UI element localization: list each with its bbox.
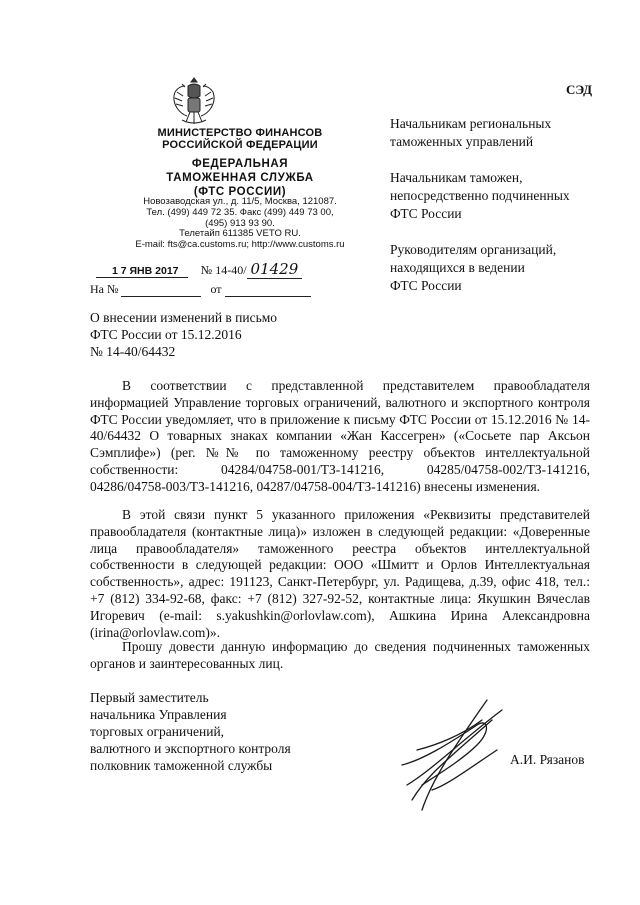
- signatory-line3: торговых ограничений,: [90, 724, 225, 739]
- sender-fax: (495) 913 93 90.: [205, 217, 275, 229]
- sender-contacts: [90, 197, 390, 251]
- registration-number-handwritten: 01429: [247, 260, 303, 279]
- sed-mark: СЭД: [566, 82, 593, 97]
- signatory-line1: Первый заместитель: [90, 690, 209, 705]
- sender-telex: Телетайп 611385 VETO RU.: [179, 228, 301, 240]
- service-line2: ТАМОЖЕННАЯ СЛУЖБА: [166, 172, 314, 184]
- from-label: от: [210, 282, 222, 296]
- recipient-block-1: [390, 115, 551, 151]
- registration-line: [96, 260, 302, 278]
- sender-address: Новозаводская ул., д. 11/5, Москва, 121087.: [143, 196, 337, 207]
- letter-subject: [90, 309, 277, 360]
- recipient-1-line2: таможенных управлений: [390, 134, 534, 149]
- sender-phone: Тел. (499) 449 72 35. Факс (499) 449 73 00,: [146, 206, 334, 218]
- body-paragraph-1: В соответствии с представленной представителем правообладателя информацией Управление торговых ограничений, валютного и экспортного контроля ФТС России уведомляет, что в приложение к письму ФТС России от 15.12.2016 № 14-40/64432 О товарных знаках компании «Жан Кассегрен» («Сосьете пар Аксьон Сэмплифе») (рег. №№ по таможенному реестру объектов интеллектуальной собственности: 04284/04758-001/ТЗ-141216, 04285/04758-002/ТЗ-141216, 04286/04758-003/ТЗ-141216, 04287/04758-004/ТЗ-141216) внесены изменения.: [90, 378, 590, 494]
- subject-line3: № 14-40/64432: [90, 344, 176, 359]
- signatory-name: А.И. Рязанов: [510, 752, 585, 767]
- coat-of-arms-emblem: [168, 74, 220, 130]
- signatory-line2: начальника Управления: [90, 707, 227, 722]
- ministry-line2: РОССИЙСКОЙ ФЕДЕРАЦИИ: [162, 139, 318, 151]
- registration-date: 1 7 ЯНВ 2017: [96, 265, 188, 278]
- handwritten-signature: [392, 690, 512, 820]
- service-line3: (ФТС РОССИИ): [193, 186, 287, 198]
- recipient-2-line1: Начальникам таможен,: [390, 170, 523, 185]
- body-paragraph-2: В этой связи пункт 5 указанного приложения «Реквизиты представителей правообладателя (контактные лица)» изложен в следующей редакции: «Доверенные лица правообладателя» таможенного реестра объектов интеллектуальной собственности в следующей редакции: ООО «Шмитт и Орлов Интеллектуальная собственность», адрес: 191123, Санкт-Петербург, ул. Радищева, д.39, офис 418, тел.: +7 (812) 334-92-68, факс: +7 (812) 327-92-52, контактные лица: Якушкин Вячеслав Игоревич (e-mail: s.yakushkin@orlovlaw.com), Ашкина Ирина Александровна (irina@orlovlaw.com)».: [90, 507, 590, 640]
- recipient-3-line3: ФТС России: [390, 278, 462, 293]
- service-name: [90, 157, 390, 199]
- on-no-blank: [121, 285, 201, 297]
- reply-reference: [90, 282, 311, 297]
- recipient-2-line3: ФТС России: [390, 206, 462, 221]
- signatory-title: [90, 689, 291, 774]
- subject-line1: О внесении изменений в письмо: [90, 310, 278, 325]
- recipient-3-line2: находящихся в ведении: [390, 260, 525, 275]
- recipient-3-line1: Руководителям организаций,: [390, 242, 557, 257]
- recipient-block-3: [390, 241, 556, 295]
- signatory-line4: валютного и экспортного контроля: [90, 741, 291, 756]
- sender-email: E-mail: fts@ca.customs.ru; http://www.customs.ru: [135, 239, 345, 251]
- signatory-line5: полковник таможенной службы: [90, 758, 273, 773]
- ministry-line1: МИНИСТЕРСТВО ФИНАНСОВ: [157, 127, 323, 139]
- service-line1: ФЕДЕРАЛЬНАЯ: [191, 158, 289, 170]
- ministry-name: [90, 127, 390, 151]
- body-paragraph-3: Прошу довести данную информацию до сведения подчиненных таможенных органов и заинтересованных лиц.: [90, 639, 590, 671]
- recipient-block-2: [390, 169, 570, 223]
- registration-number-prefix: № 14-40/: [200, 263, 247, 277]
- on-no-label: На №: [90, 282, 119, 296]
- recipient-1-line1: Начальникам региональных: [390, 116, 552, 131]
- recipient-2-line2: непосредственно подчиненных: [390, 188, 570, 203]
- subject-line2: ФТС России от 15.12.2016: [90, 327, 242, 342]
- from-blank: [225, 285, 311, 297]
